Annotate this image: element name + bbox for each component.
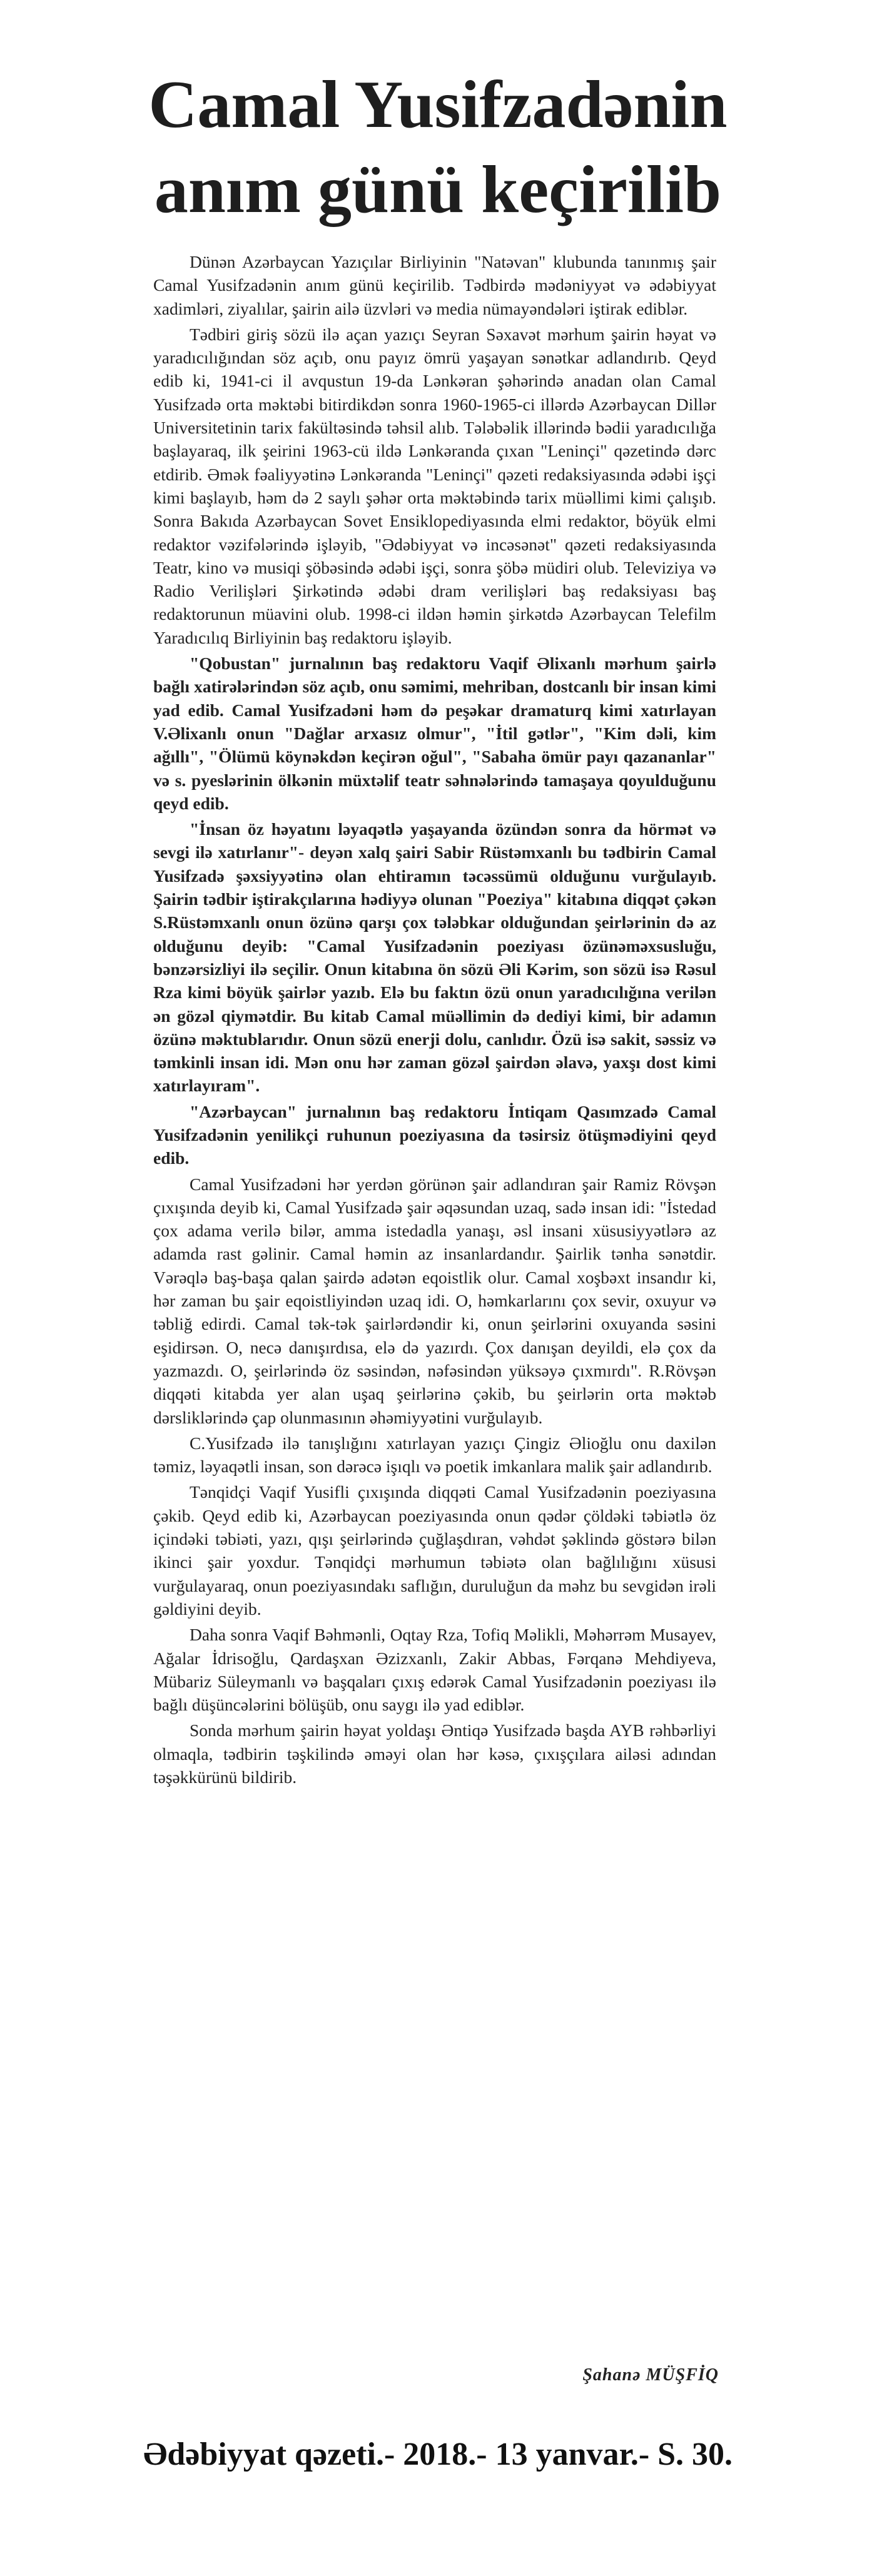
article-paragraph: "Qobustan" jurnalının baş redaktoru Vaqif Əlixanlı mərhum şairlə bağlı xatirələrindən söz açıb, onu səmimi, mehriban, dostcanlı bir insan kimi yad edib. Camal Yusifzadəni həm də peşəkar dramaturq kimi xatırlayan V.Əlixanlı onun "Dağlar arxasız olmur", "İtil gətlər", "Kim dəli, kim ağıllı", "Ölümü köynəkdən keçirən oğul", "Sabaha ömür payı qazananlar" və s. pyeslərinin ölkənin müxtəlif teatr səhnələrində tamaşaya qoyulduğunu qeyd edib. (153, 654, 716, 813)
article-paragraph: Tədbiri giriş sözü ilə açan yazıçı Seyran Səxavət mərhum şairin həyat və yaradıcılığından söz açıb, onu payız ömrü yaşayan sənətkar adlandırıb. Qeyd edib ki, 1941-ci il avqustun 19-da Lənkəran şəhərində anadan olan Camal Yusifzadə orta məktəbi bitirdikdən sonra 1960-1965-ci illərdə Azərbaycan Dillər Universitetinin tarix fakültəsində təhsil alıb. Tələbəlik illərində bədii yaradıcılığa başlayaraq, ilk şeirini 1963-cü ildə Lənkəranda çıxan "Leninçi" qəzetində dərc etdirib. Əmək fəaliyyətinə Lənkəranda "Leninçi" qəzeti redaksiyasında ədəbi işçi kimi başlayıb, həm də 2 saylı şəhər orta məktəbində tarix müəllimi kimi çalışıb. Sonra Bakıda Azərbaycan Sovet Ensiklopediyasında elmi redaktor, böyük elmi redaktor vəzifələrində işləyib, "Ədəbiyyat və incəsənət" qəzeti redaksiyasında Teatr, kino və musiqi şöbəsində ədəbi işçi, sonra şöbə müdiri olub. Televiziya və Radio Verilişləri Şirkətində ədəbi dram verilişləri baş redaksiyası baş redaktorunun müavini olub. 1998-ci ildən həmin şirkətdə Azərbaycan Telefilm Yaradıcılıq Birliyinin baş redaktoru işləyib. (153, 324, 716, 647)
article-paragraph: "Azərbaycan" jurnalının baş redaktoru İntiqam Qasımzadə Camal Yusifzadənin yenilikçi ruhunun poeziyasına da təsirsiz ötüşmədiyini qeyd edib. (153, 1101, 716, 1168)
article-paragraph: "İnsan öz həyatını ləyaqətlə yaşayanda özündən sonra da hörmət və sevgi ilə xatırlanır"- deyən xalq şairi Sabir Rüstəmxanlı bu tədbirin Camal Yusifzadə şəxsiyyətinə olan ehtiramın təcəssümü olduğunu vurğulayıb. Şairin tədbir iştirakçılarına hədiyyə olunan "Poeziya" kitabına diqqət çəkən S.Rüstəmxanlı onun özünə qarşı çox tələbkar olduğundan şeirlərinin də az olduğunu deyib: "Camal Yusifzadənin poeziyası özünəməxsusluğu, bənzərsizliyi ilə seçilir. Onun kitabına ön sözü Əli Kərim, son sözü isə Rəsul Rza kimi böyük şairlər yazıb. Elə bu faktın özü onun yaradıcılığına verilən ən gözəl qiymətdir. Bu kitab Camal müəllimin də dediyi kimi, bir adamın özünə məktublarıdır. Onun sözü enerji dolu, canlıdır. Özü isə sakit, səssiz və təmkinli insan idi. Mən onu hər zaman gözəl şairdən əlavə, yaxşı dost kimi xatırlayıram". (153, 819, 716, 1096)
article-body (153, 250, 716, 1791)
headline: Camal Yusifzadənin anım günü keçirilib (148, 68, 728, 227)
article-paragraph: Tənqidçi Vaqif Yusifli çıxışında diqqəti Camal Yusifzadənin poeziyasına çəkib. Qeyd edib ki, Azərbaycan poeziyasında onun qədər çöldəki təbiətlə öz içindəki təbiəti, yazı, qışı şeirlərində çuğlaşdıran, vəhdət şəklində göstərə bilən ikinci şair yoxdur. Tənqidçi mərhumun təbiətə olan bağlılığını xüsusi vurğulayaraq, onun poeziyasındakı saflığın, duruluğun da məhz bu sevgidən irəli gəldiyini deyib. (153, 1482, 716, 1619)
article-paragraph: Sonda mərhum şairin həyat yoldaşı Əntiqə Yusifzadə başda AYB rəhbərliyi olmaqla, tədbirin təşkilində əməyi olan hər kəsə, çıxışçılara ailəsi adından təşəkkürünü bildirib. (153, 1720, 716, 1787)
article-paragraph: Camal Yusifzadəni hər yerdən görünən şair adlandıran şair Ramiz Rövşən çıxışında deyib ki, Camal Yusifzadə şair əqəsundan uzaq, sadə insan idi: "İstedad çox adama verilə bilər, amma istedadla yanaşı, əsl insani xüsusiyyətlərə az adamda rast gəlinir. Camal həmin az insanlardandır. Şairlik tənha sənətdir. Vərəqlə baş-başa qalan şairdə adətən eqoistlik olur. Camal xoşbəxt insandır ki, hər zaman bu şair eqoistliyindən uzaq idi. O, həmkarlarını çox sevir, oxuyur və təbliğ edirdi. Camal tək-tək şairlərdəndir ki, onun şeirlərini oxuyanda səsini eşidirsən. O, necə danışırdısa, elə də yazırdı. Çox danışan deyildi, elə çox da yazmazdı. O, şeirlərində öz səsindən, nəfəsindən yüksəyə çıxmırdı". R.Rövşən diqqəti kitabda yer alan uşaq şeirlərinə çəkib, bu şeirlərin orta məktəb dərsliklərində çap olunmasının əhəmiyyətini vurğulayıb. (153, 1174, 716, 1427)
article-paragraph: Dünən Azərbaycan Yazıçılar Birliyinin "Natəvan" klubunda tanınmış şair Camal Yusifzadənin anım günü keçirilib. Tədbirdə mədəniyyət və ədəbiyyat xadimləri, ziyalılar, şairin ailə üzvləri və media nümayəndələri iştirak ediblər. (153, 252, 716, 318)
article-paragraph: Daha sonra Vaqif Bəhmənli, Oqtay Rza, Tofiq Məlikli, Məhərrəm Musayev, Ağalar İdrisoğlu, Qardaşxan Əzizxanlı, Zakir Abbas, Fərqanə Mehdiyeva, Mübariz Süleymanlı və başqaları çıxış edərək Camal Yusifzadənin poeziyası ilə bağlı düşüncələrini bölüşüb, onu saygı ilə yad ediblər. (153, 1625, 716, 1715)
article-paragraph: C.Yusifzadə ilə tanışlığını xatırlayan yazıçı Çingiz Əlioğlu onu daxilən təmiz, ləyaqətli insan, son dərəcə işıqlı və poetik imkanlara malik şair adlandırıb. (153, 1433, 716, 1477)
source-citation: Ədəbiyyat qəzeti.- 2018.- 13 yanvar.- S. 30. (143, 2437, 733, 2472)
author-signature: Şahanə MÜŞFİQ (582, 2365, 719, 2385)
